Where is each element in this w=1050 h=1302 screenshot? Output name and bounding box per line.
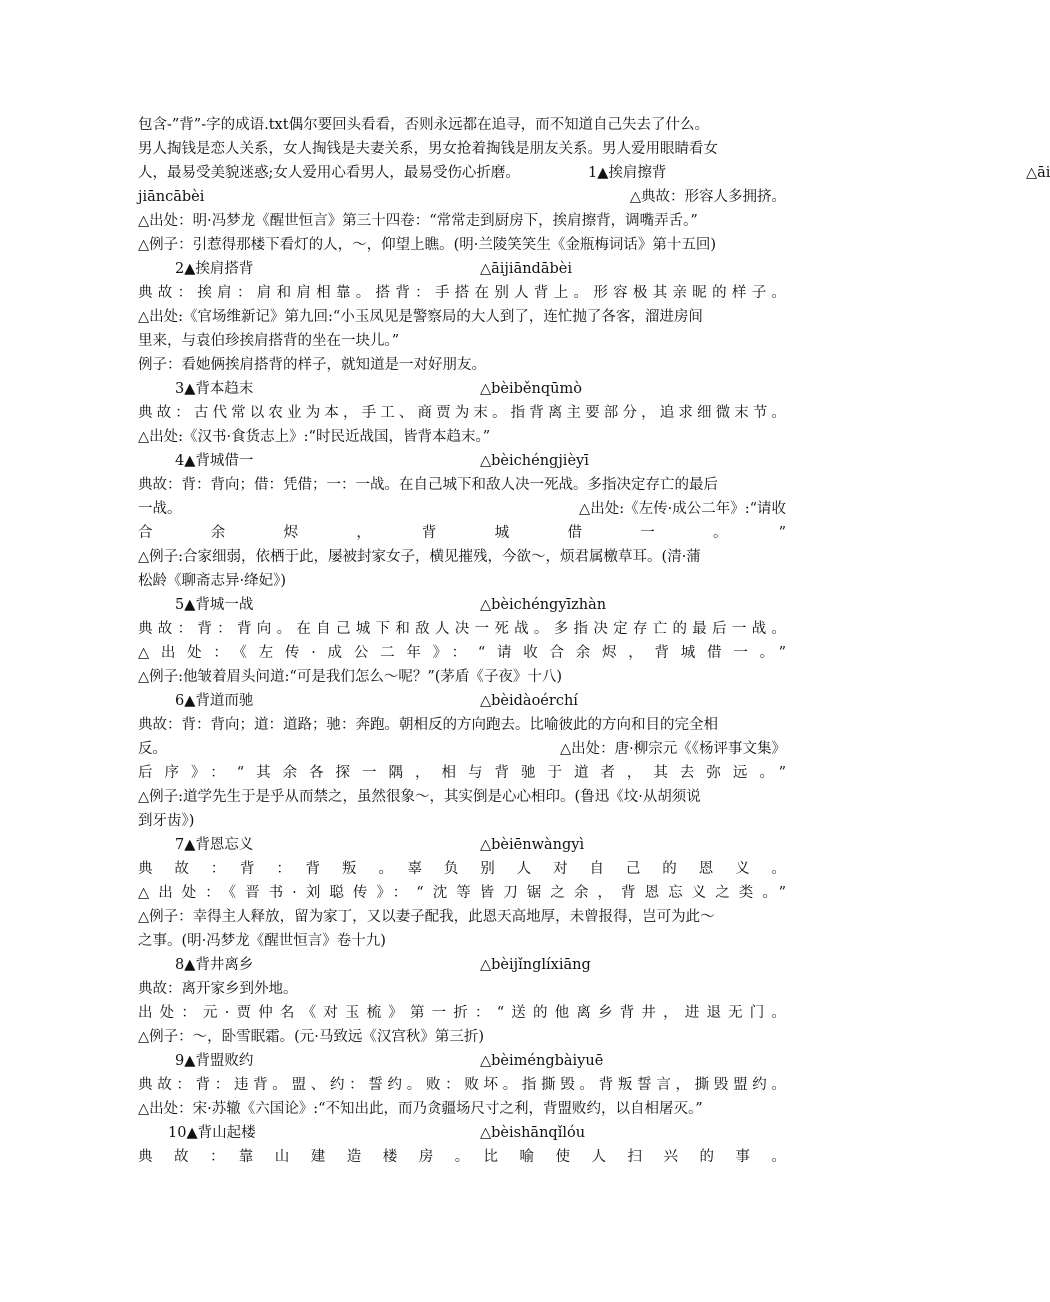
entry-5-heading: [175, 593, 786, 617]
entry-2-chuchu-1: △出处:《官场维新记》第九回:“小玉凤见是警察局的大人到了，连忙抛了各客，溜进房间: [138, 309, 703, 325]
entry-6-chuchu-cont: 后序》：“其余各探一隅，相与背驰于道者，其去弥远。”: [138, 765, 786, 781]
entry-8-title: 8▲背井离乡: [175, 957, 254, 973]
entry-4-diangu-2: [138, 497, 786, 521]
entry-9-heading: [175, 1049, 786, 1073]
entry-1-title: 1▲挨肩擦背: [588, 165, 667, 181]
entry-4-lizi-2: 松龄《聊斋志异·绛妃》): [138, 573, 287, 589]
intro-line-3-text: 人，最易受美貌迷惑;女人爱用心看男人，最易受伤心折磨。: [138, 165, 520, 181]
entry-5-title: 5▲背城一战: [175, 597, 254, 613]
entry-9-title: 9▲背盟败约: [175, 1053, 254, 1069]
entry-7-lizi-1: △例子：幸得主人释放，留为家丁，又以妻子配我，此恩天高地厚，未曾报得，岂可为此～: [138, 909, 715, 925]
intro-line-2: 男人掏钱是恋人关系，女人掏钱是夫妻关系，男女抢着掏钱是朋友关系。男人爱用眼睛看女: [138, 141, 718, 157]
entry-4-title: 4▲背城借一: [175, 453, 254, 469]
entry-6-chuchu-start: △出处：唐·柳宗元《《杨评事文集》: [559, 741, 786, 757]
entry-3-pinyin: △bèiběnqūmò: [480, 381, 582, 397]
entry-1-pinyin-rest: jiāncābèi: [138, 189, 205, 205]
entry-7-pinyin: △bèiēnwàngyì: [480, 837, 585, 853]
entry-6-diangu-2a: 反。: [138, 741, 167, 757]
entry-1-chuchu: △出处：明·冯梦龙《醒世恒言》第三十四卷：“常常走到厨房下，挨肩擦背，调嘴弄舌。”: [138, 213, 698, 229]
entry-9-chuchu: △出处：宋·苏辙《六国论》:“不知出此，而乃贪疆场尺寸之利，背盟败约，以自相屠灭。”: [138, 1101, 703, 1117]
entry-3-chuchu: △出处:《汉书·食货志上》:“时民近战国，皆背本趋末。”: [138, 429, 491, 445]
entry-9-pinyin: △bèiméngbàiyuē: [480, 1053, 604, 1069]
entry-4-chuchu-start: △出处:《左传·成公二年》:“请收: [579, 501, 786, 517]
entry-8-heading: [175, 953, 786, 977]
entry-1-line: [138, 185, 786, 209]
entry-9-diangu: 典故：背：违背。盟、约：誓约。败：败坏。指撕毁。背叛誓言，撕毁盟约。: [138, 1077, 786, 1093]
entry-8-diangu: 典故：离开家乡到外地。: [138, 981, 298, 997]
entry-1-lizi: △例子：引惹得那楼下看灯的人，～，仰望上瞧。(明·兰陵笑笑生《金瓶梅词话》第十五回): [138, 237, 717, 253]
entry-6-diangu-1: 典故：背：背向；道：道路；驰：奔跑。朝相反的方向跑去。比喻彼此的方向和目的完全相: [138, 717, 718, 733]
entry-4-diangu-2a: 一战。: [138, 501, 182, 517]
entry-10-title: 10▲背山起楼: [168, 1125, 256, 1141]
entry-6-lizi-1: △例子:道学先生于是乎从而禁之，虽然很象～，其实倒是心心相印。(鲁迅《坟·从胡须说: [138, 789, 701, 805]
entry-5-diangu: 典故：背：背向。在自己城下和敌人决一死战。多指决定存亡的最后一战。: [138, 621, 786, 637]
entry-3-diangu: 典故：古代常以农业为本，手工、商贾为末。指背离主要部分，追求细微末节。: [138, 405, 786, 421]
entry-6-diangu-2: [138, 737, 786, 761]
entry-7-chuchu: △出处：《晋书·刘聪传》：“沈等皆刀锯之余，背恩忘义之类。”: [138, 885, 786, 901]
entry-2-diangu: 典故：挨肩：肩和肩相靠。搭背：手搭在别人背上。形容极其亲昵的样子。: [138, 285, 786, 301]
entry-1-diangu: △典故：形容人多拥挤。: [629, 189, 786, 205]
entry-8-lizi: △例子：～，卧雪眠霜。(元·马致远《汉宫秋》第三折): [138, 1029, 485, 1045]
entry-6-lizi-2: 到牙齿》): [138, 813, 195, 829]
entry-6-title: 6▲背道而驰: [175, 693, 254, 709]
entry-7-lizi-2: 之事。(明·冯梦龙《醒世恒言》卷十九): [138, 933, 386, 949]
entry-4-lizi-1: △例子:合家细弱，依栖于此，屡被封家女子，横见摧残，今欲～，烦君属檄草耳。(清·蒲: [138, 549, 701, 565]
entry-4-diangu-1: 典故：背：背向；借：凭借；一：一战。在自己城下和敌人决一死战。多指决定存亡的最后: [138, 477, 718, 493]
entry-4-pinyin: △bèichéngjièyī: [480, 453, 589, 469]
entry-7-title: 7▲背恩忘义: [175, 837, 254, 853]
intro-line-3: [138, 161, 1050, 185]
entry-2-chuchu-2: 里来，与袁伯珍挨肩搭背的坐在一块儿。”: [138, 333, 400, 349]
entry-10-diangu: 典 故 ： 靠 山 建 造 楼 房 。 比 喻 使 人 扫 兴 的 事 。: [138, 1149, 786, 1165]
entry-3-title: 3▲背本趋末: [175, 381, 254, 397]
entry-2-title: 2▲挨肩搭背: [175, 261, 254, 277]
entry-3-heading: [175, 377, 786, 401]
entry-2-heading: [175, 257, 786, 281]
entry-8-pinyin: △bèijǐnglíxiāng: [480, 957, 591, 973]
entry-10-heading: [168, 1121, 786, 1145]
entry-4-heading: [175, 449, 786, 473]
entry-2-pinyin: △āijiāndābèi: [480, 261, 572, 277]
entry-5-chuchu: △出处：《左传·成公二年》：“请收合余烬，背城借一。”: [138, 645, 786, 661]
entry-7-diangu: 典 故 ： 背 ： 背 叛 。 辜 负 别 人 对 自 己 的 恩 义 。: [138, 861, 786, 877]
entry-7-heading: [175, 833, 786, 857]
entry-2-lizi: 例子：看她俩挨肩搭背的样子，就知道是一对好朋友。: [138, 357, 486, 373]
intro-line-1: 包含-”背”-字的成语.txt偶尔要回头看看，否则永远都在追寻，而不知道自己失去了什么。: [138, 117, 710, 133]
entry-5-pinyin: △bèichéngyīzhàn: [480, 597, 607, 613]
entry-8-chuchu: 出处：元·贾仲名《对玉梳》第一折：“送的他离乡背井，进退无门。: [138, 1005, 786, 1021]
entry-6-heading: [175, 689, 786, 713]
entry-4-chuchu-cont: 合 余 烬 ， 背 城 借 一 。 ”: [138, 525, 786, 541]
entry-10-pinyin: △bèishānqǐlóu: [480, 1125, 586, 1141]
entry-6-pinyin: △bèidàoérchí: [480, 693, 578, 709]
entry-5-lizi: △例子:他皱着眉头问道:“可是我们怎么～呢？”(茅盾《子夜》十八): [138, 669, 563, 685]
entry-1-pinyin-start: △āi: [1026, 165, 1050, 181]
